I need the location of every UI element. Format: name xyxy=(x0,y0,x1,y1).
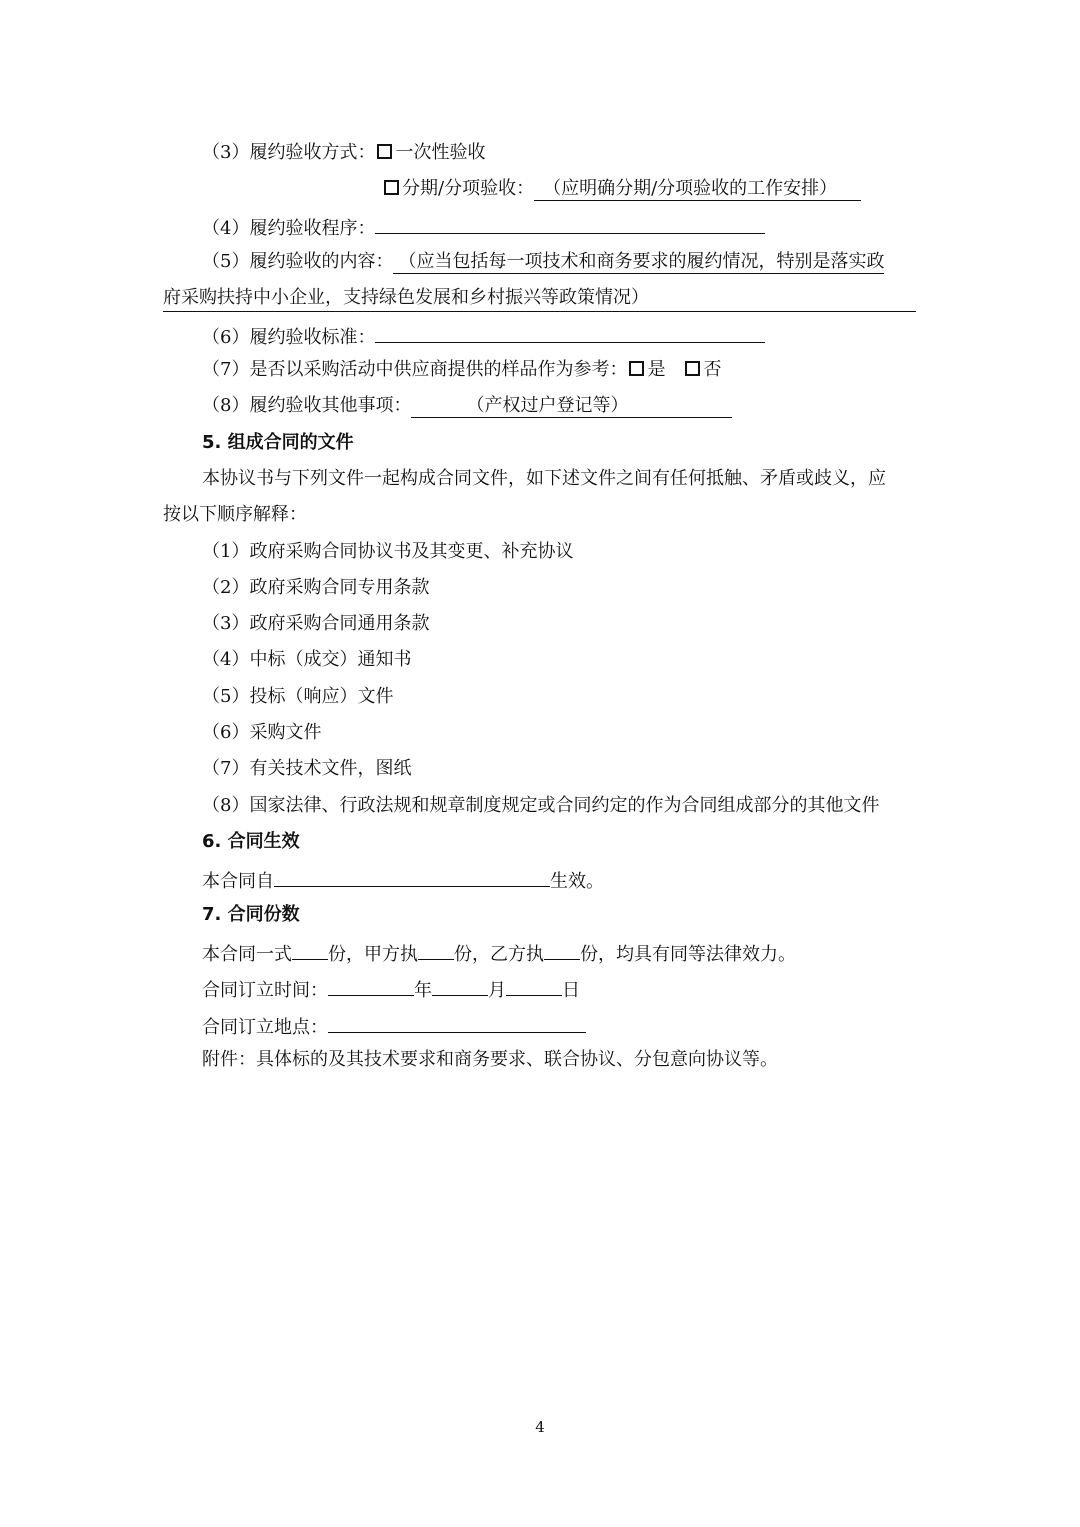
acceptance-procedure-label: （4）履约验收程序： xyxy=(202,218,376,239)
option-one-time-label: 一次性验收 xyxy=(395,142,486,163)
effective-blank[interactable] xyxy=(274,866,550,887)
standard-blank[interactable] xyxy=(375,322,765,343)
acceptance-other-label: （8）履约验收其他事项： xyxy=(202,395,412,416)
document-item-5: （5）投标（响应）文件 xyxy=(202,686,394,707)
section6-heading: 6. 合同生效 xyxy=(202,831,300,852)
day-label: 日 xyxy=(562,980,580,1001)
signing-date-label: 合同订立时间： xyxy=(202,980,328,1001)
document-item-7: （7）有关技术文件，图纸 xyxy=(202,758,412,779)
effective-line xyxy=(202,866,604,890)
document-item-6: （6）采购文件 xyxy=(202,722,322,743)
month-blank[interactable] xyxy=(432,975,488,996)
effective-suffix: 生效。 xyxy=(550,871,604,892)
document-item-3: （3）政府采购合同通用条款 xyxy=(202,613,430,634)
content-text-2[interactable]: 府采购扶持中小企业，支持绿色发展和乡村振兴等政策情况） xyxy=(163,286,916,312)
acceptance-method-label: （3）履约验收方式： xyxy=(202,142,376,163)
procedure-blank[interactable] xyxy=(375,213,765,234)
sample-reference-line xyxy=(202,358,721,382)
effective-prefix: 本合同自 xyxy=(202,871,274,892)
phased-note-field[interactable]: （应明确分期/分项验收的工作安排） xyxy=(534,178,861,201)
option-phased-label: 分期/分项验收： xyxy=(402,178,535,199)
acceptance-method-line xyxy=(202,141,485,165)
signing-place-label: 合同订立地点： xyxy=(202,1017,328,1038)
checkbox-no[interactable] xyxy=(685,361,700,376)
acceptance-standard-label: （6）履约验收标准： xyxy=(202,327,376,348)
copies-text-4: 份，均具有同等法律效力。 xyxy=(580,944,796,965)
copies-line xyxy=(202,939,796,963)
checkbox-one-time[interactable] xyxy=(377,144,392,159)
month-label: 月 xyxy=(488,980,506,1001)
section7-heading: 7. 合同份数 xyxy=(202,904,300,925)
day-blank[interactable] xyxy=(506,975,562,996)
year-label: 年 xyxy=(414,980,432,1001)
checkbox-phased[interactable] xyxy=(384,180,399,195)
place-blank[interactable] xyxy=(328,1012,586,1033)
content-text-1[interactable]: （应当包括每一项技术和商务要求的履约情况，特别是落实政 xyxy=(393,251,884,274)
acceptance-standard-line xyxy=(202,322,765,346)
copies-text-2: 份，甲方执 xyxy=(328,944,418,965)
acceptance-content-label: （5）履约验收的内容： xyxy=(202,251,394,272)
copies-text-3: 份，乙方执 xyxy=(454,944,544,965)
document-item-2: （2）政府采购合同专用条款 xyxy=(202,577,430,598)
signing-place-line xyxy=(202,1012,586,1036)
year-blank[interactable] xyxy=(328,975,414,996)
attachment-line: 附件：具体标的及其技术要求和商务要求、联合协议、分包意向协议等。 xyxy=(202,1049,778,1070)
checkbox-yes[interactable] xyxy=(629,361,644,376)
total-copies-blank[interactable] xyxy=(292,939,328,960)
sample-reference-label: （7）是否以采购活动中供应商提供的样品作为参考： xyxy=(202,359,628,380)
acceptance-content-line2 xyxy=(163,286,916,310)
document-item-1: （1）政府采购合同协议书及其变更、补充协议 xyxy=(202,541,574,562)
acceptance-other-line xyxy=(202,394,732,418)
option-no-label: 否 xyxy=(703,359,722,380)
acceptance-content-line xyxy=(202,250,884,274)
section5-intro-1: 本协议书与下列文件一起构成合同文件，如下述文件之间有任何抵触、矛盾或歧义，应 xyxy=(202,468,886,489)
document-item-4: （4）中标（成交）通知书 xyxy=(202,649,412,670)
acceptance-procedure-line xyxy=(202,213,765,237)
copies-text-1: 本合同一式 xyxy=(202,944,292,965)
party-a-copies-blank[interactable] xyxy=(418,939,454,960)
option-yes-label: 是 xyxy=(647,359,666,380)
signing-date-line xyxy=(202,975,580,999)
party-b-copies-blank[interactable] xyxy=(544,939,580,960)
document-item-8: （8）国家法律、行政法规和规章制度规定或合同约定的作为合同组成部分的其他文件 xyxy=(202,795,880,816)
section5-intro-2: 按以下顺序解释： xyxy=(163,504,307,525)
other-note-field[interactable]: （产权过户登记等） xyxy=(411,395,732,418)
section5-heading: 5. 组成合同的文件 xyxy=(202,432,354,453)
acceptance-method-line2 xyxy=(382,177,861,201)
page-number: 4 xyxy=(535,1418,545,1436)
